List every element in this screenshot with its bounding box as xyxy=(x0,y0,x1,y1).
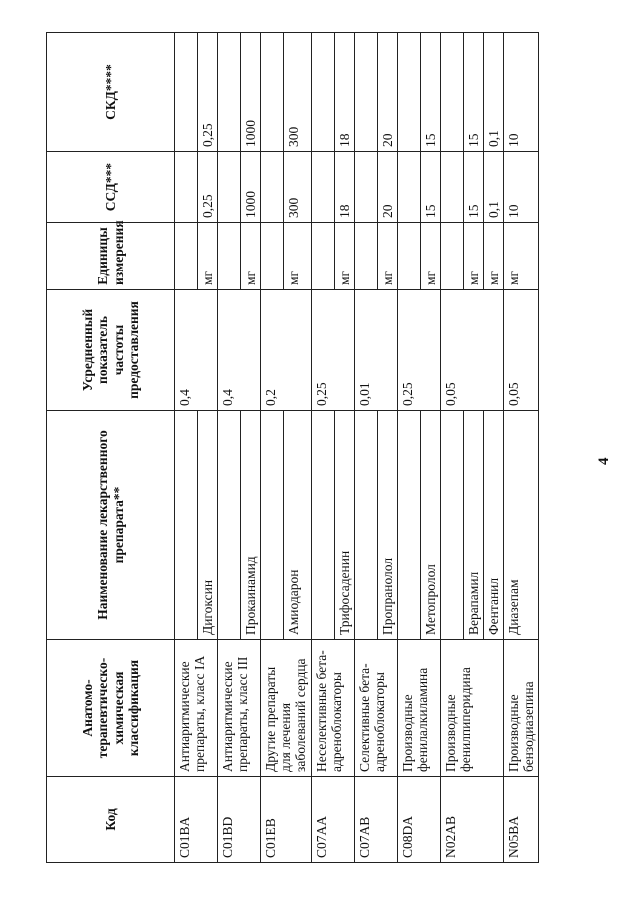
table-row xyxy=(261,33,284,863)
drug-name: Прокаинамид xyxy=(241,411,261,640)
drug-name: Пропранолол xyxy=(377,411,397,640)
drug-ssd: 15 xyxy=(420,152,440,223)
group-freq: 0,05 xyxy=(440,290,503,411)
drug-name: Метопролол xyxy=(420,411,440,640)
group-code: C08DA xyxy=(397,777,440,863)
table-row xyxy=(175,33,198,863)
group-atc: Антиаритмические препараты, класс IA xyxy=(175,640,218,777)
group-code: N02AB xyxy=(440,777,503,863)
group-freq: 0,25 xyxy=(311,290,354,411)
group-atc: Производные фенилалкиламина xyxy=(397,640,440,777)
group-code: C07AB xyxy=(354,777,397,863)
drug-unit: мг xyxy=(334,223,354,290)
header-atc: Анатомо-терапевтическо-химическая классификация xyxy=(47,640,175,777)
drug-ssd: 20 xyxy=(377,152,397,223)
drug-name: Дигоксин xyxy=(198,411,218,640)
group-atc: Производные фенилпиперидина xyxy=(440,640,503,777)
group-atc: Селективные бета-адреноблокаторы xyxy=(354,640,397,777)
group-atc: Антиаритмические препараты, класс III xyxy=(218,640,261,777)
drug-skd: 300 xyxy=(284,33,311,152)
group-freq: 0,01 xyxy=(354,290,397,411)
group-code: C01BD xyxy=(218,777,261,863)
group-atc: Производные бензодиазепина xyxy=(504,640,539,777)
header-drug: Наименование лекарственного препарата** xyxy=(47,411,175,640)
group-atc: Неселективные бета-адреноблокаторы xyxy=(311,640,354,777)
drug-unit: мг xyxy=(463,223,483,290)
drug-unit: мг xyxy=(284,223,311,290)
drug-skd: 0,25 xyxy=(198,33,218,152)
drug-skd: 15 xyxy=(420,33,440,152)
header-ssd: ССД*** xyxy=(47,152,175,223)
table-row xyxy=(397,33,420,863)
drug-name: Амиодарон xyxy=(284,411,311,640)
table-row xyxy=(354,33,377,863)
drug-name: Фентанил xyxy=(483,411,503,640)
drug-ssd: 18 xyxy=(334,152,354,223)
drug-unit: мг xyxy=(483,223,503,290)
drug-skd: 10 xyxy=(504,33,539,152)
header-freq: Усредненный показатель частоты предоставления xyxy=(47,290,175,411)
table-row xyxy=(440,33,463,863)
drug-table xyxy=(46,32,539,863)
drug-unit: мг xyxy=(377,223,397,290)
group-freq: 0,05 xyxy=(504,290,539,411)
page-number: 4 xyxy=(596,457,612,465)
header-row xyxy=(47,33,175,863)
drug-name: Трифосаденин xyxy=(334,411,354,640)
header-code: Код xyxy=(47,777,175,863)
header-skd: СКД**** xyxy=(47,33,175,152)
group-freq: 0,25 xyxy=(397,290,440,411)
drug-unit: мг xyxy=(198,223,218,290)
drug-ssd: 10 xyxy=(504,152,539,223)
drug-ssd: 1000 xyxy=(241,152,261,223)
group-freq: 0,4 xyxy=(175,290,218,411)
group-code: C07AA xyxy=(311,777,354,863)
group-code: C01EB xyxy=(261,777,311,863)
drug-skd: 1000 xyxy=(241,33,261,152)
group-atc: Другие препараты для лечения заболеваний сердца xyxy=(261,640,311,777)
group-freq: 0,4 xyxy=(218,290,261,411)
header-unit: Единицы измерения xyxy=(47,223,175,290)
drug-skd: 0,1 xyxy=(483,33,503,152)
group-freq: 0,2 xyxy=(261,290,311,411)
group-code: C01BA xyxy=(175,777,218,863)
drug-ssd: 15 xyxy=(463,152,483,223)
drug-name: Верапамил xyxy=(463,411,483,640)
drug-unit: мг xyxy=(420,223,440,290)
drug-skd: 18 xyxy=(334,33,354,152)
drug-unit: мг xyxy=(241,223,261,290)
drug-name: Диазепам xyxy=(504,411,539,640)
table-row xyxy=(504,33,539,863)
drug-skd: 20 xyxy=(377,33,397,152)
drug-skd: 15 xyxy=(463,33,483,152)
drug-unit: мг xyxy=(504,223,539,290)
group-code: N05BA xyxy=(504,777,539,863)
drug-ssd: 0,1 xyxy=(483,152,503,223)
drug-ssd: 0,25 xyxy=(198,152,218,223)
table-row xyxy=(311,33,334,863)
table-row xyxy=(218,33,241,863)
drug-ssd: 300 xyxy=(284,152,311,223)
